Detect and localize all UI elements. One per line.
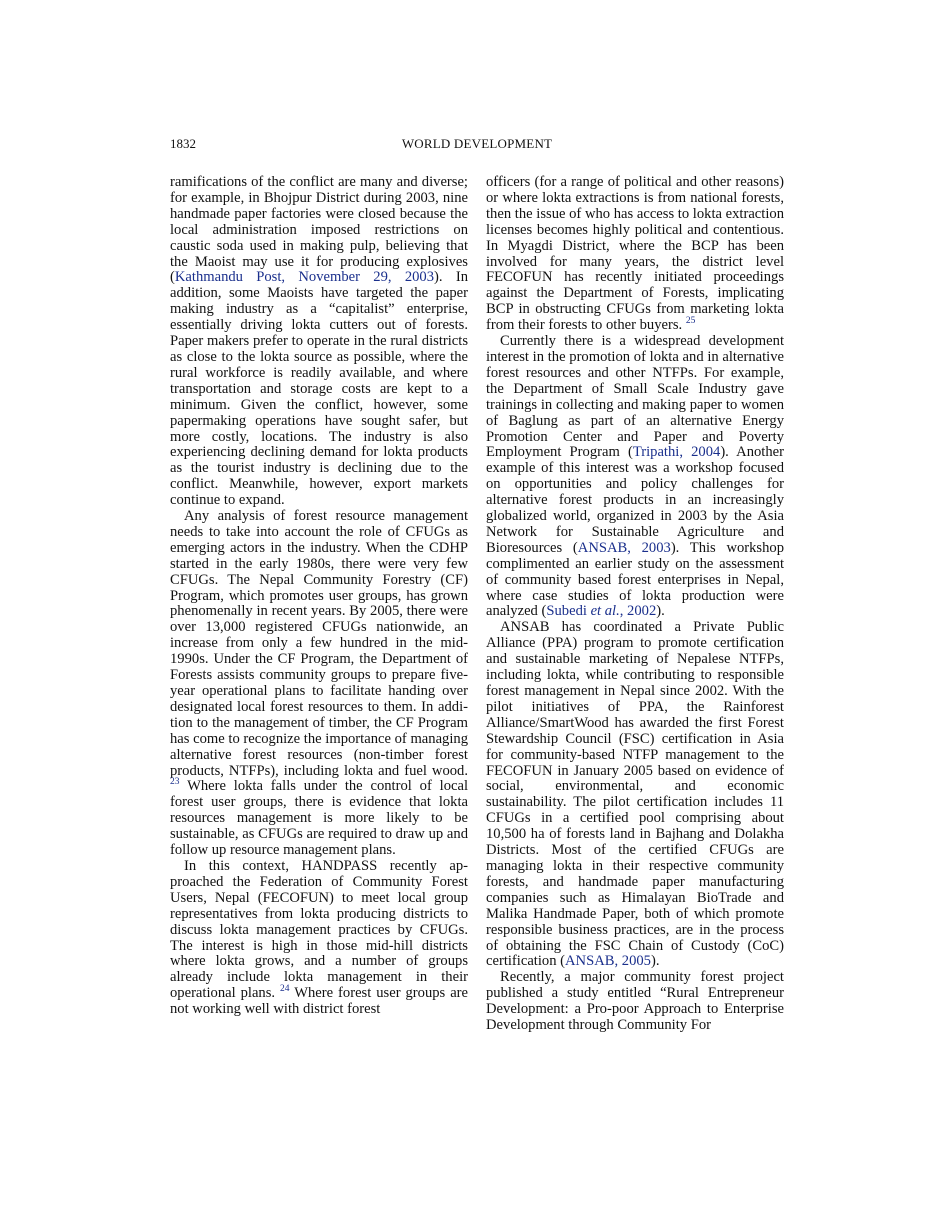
running-header — [170, 136, 784, 154]
paragraph: In this context, HANDPASS recently approached the Federation of Community Forest Users, Nepal (FECOFUN) to meet local group representatives from lokta producing districts to discuss lokta management practices by CFUGs. The interest is high in those mid-hill districts where lokta grows, and a number of groups already include lokta management in their operational plans. $^{24}$ Where forest user groups are not working well with district forest — [170, 857, 469, 1018]
citation-link[interactable]: Kathmandu Post, November 29, 2003 — [174, 269, 435, 286]
citation-link[interactable]: ANSAB, 2003 — [577, 539, 671, 556]
paragraph: Any analysis of forest resource management needs to take into account the role of CFUGs as emerging actors in the industry. When the CDHP started in the early 1980s, there were very few CFUGs. The Nepal Community Forestry (CF) Program, which promotes user groups, has grown phenomenally in recent years. By 2005, there were over 13,000 registered CFUGs nationwide, an increase from only a few hundred in the mid-1990s. Under the CF Program, the Department of Forests assists community groups to prepare five-year operational plans to facilitate handing over designated local forest resources to them. In addition to the management of timber, the CF Program has come to recognize the importance of managing alternative forest resources (non-timber forest products, NTFPs), including lokta and fuel wood. $^{23}$ Where lokta falls under the control of local forest user groups, there is evidence that lokta resources management is more likely to be sustainable, as CFUGs are required to draw up and follow up resource management plans. — [170, 508, 468, 859]
page-number: 1832 — [170, 136, 196, 151]
citation-link[interactable]: Tripathi, 2004 — [632, 444, 721, 461]
paragraph: ramifications of the conflict are many and diverse; for example, in Bhojpur District during 2003, nine handmade paper factories were closed because the local administration imposed restrictions on caustic soda used in making pulp, believing that the Maoist may use it for producing explosives (Kathmandu Post, November 29, 2003). In addition, some Maoists have targeted the paper making industry as a “capitalist” enterprise, essentially driving lokta cutters out of forests. Paper makers prefer to operate in the rural districts as close to the lokta source as possible, where the rural workforce is readily available, and where transportation and storage costs are kept to a minimum. Given the conflict, however, some papermaking operations have sought safer, but more costly, locations. The industry is also experiencing declining demand for lokta products as the tourist industry is declining due to the conflict. Meanwhile, however, export markets continue to expand. — [170, 174, 468, 509]
citation-link[interactable]: ANSAB, 2005 — [565, 953, 651, 970]
footnote-marker[interactable]: 24 — [280, 984, 290, 995]
left-column — [170, 175, 468, 1018]
right-column — [486, 175, 784, 1034]
journal-title: WORLD DEVELOPMENT — [401, 136, 553, 151]
paragraph: ANSAB has coordinated a Private Public Alliance (PPA) program to promote certification and sustainable marketing of Nepalese NTFPs, including lokta, while contributing to responsible forest management in Nepal since 2002. With the pilot initiatives of PPA, the Rainforest Alliance/SmartWood has awarded the first Forest Stewardship Council (FSC) certification in Asia for community-based NTFP management to the FECOFUN in January 2005 based on evidence of social, environmental, and economic sustainability. The pilot certification includes 11 CFUGs in a certified pool comprising about 10,500 ha of forests land in Bajhang and Dolakha Districts. Most of the certified CFUGs are managing lokta in their respective community forests, and handmade paper manufacturing companies such as Himalayan BioTrade and Malika Handmade Paper, both of which promote responsible business practices, are in the process of obtaining the FSC Chain of Custody (CoC) certification (ANSAB, 2005). — [486, 619, 784, 970]
footnote-marker[interactable]: 25 — [685, 316, 696, 327]
citation-link[interactable]: Subedi et al., 2002 — [546, 603, 657, 620]
paragraph: officers (for a range of political and other reasons) or where lokta extractions is from national forests, then the issue of who has access to lokta extraction licenses becomes highly political and contentious. In Myagdi District, where the BCP has been involved for many years, the district level FECOFUN has recently initiated proceedings against the Department of Forests, implicating BCP in obstructing CFUGs from marketing lokta from their forests to other buyers. $^{25}$ — [486, 174, 784, 334]
paragraph: Currently there is a widespread development interest in the promotion of lokta and in alternative forest resources and other NTFPs. For example, the Department of Small Scale Industry gave trainings in collecting and making paper to women of Baglung as part of an alternative Energy Promotion Center and Paper and Poverty Employment Program (Tripathi, 2004). Another example of this interest was a workshop focused on opportunities and policy challenges for alternative forest products in an increasingly globalized world, organized in 2003 by the Asia Network for Sustainable Agriculture and Bioresources (ANSAB, 2003). This workshop complimented an earlier study on the assessment of community based forest enterprises in Nepal, where case studies of lokta production were analyzed (Subedi et al., 2002). — [486, 333, 785, 620]
paragraph: Recently, a major community forest project published a study entitled “Rural Entrepreneur Development: a Pro-poor Approach to Enterprise Development through Community For — [486, 969, 784, 1034]
footnote-marker[interactable]: 23 — [170, 777, 180, 788]
